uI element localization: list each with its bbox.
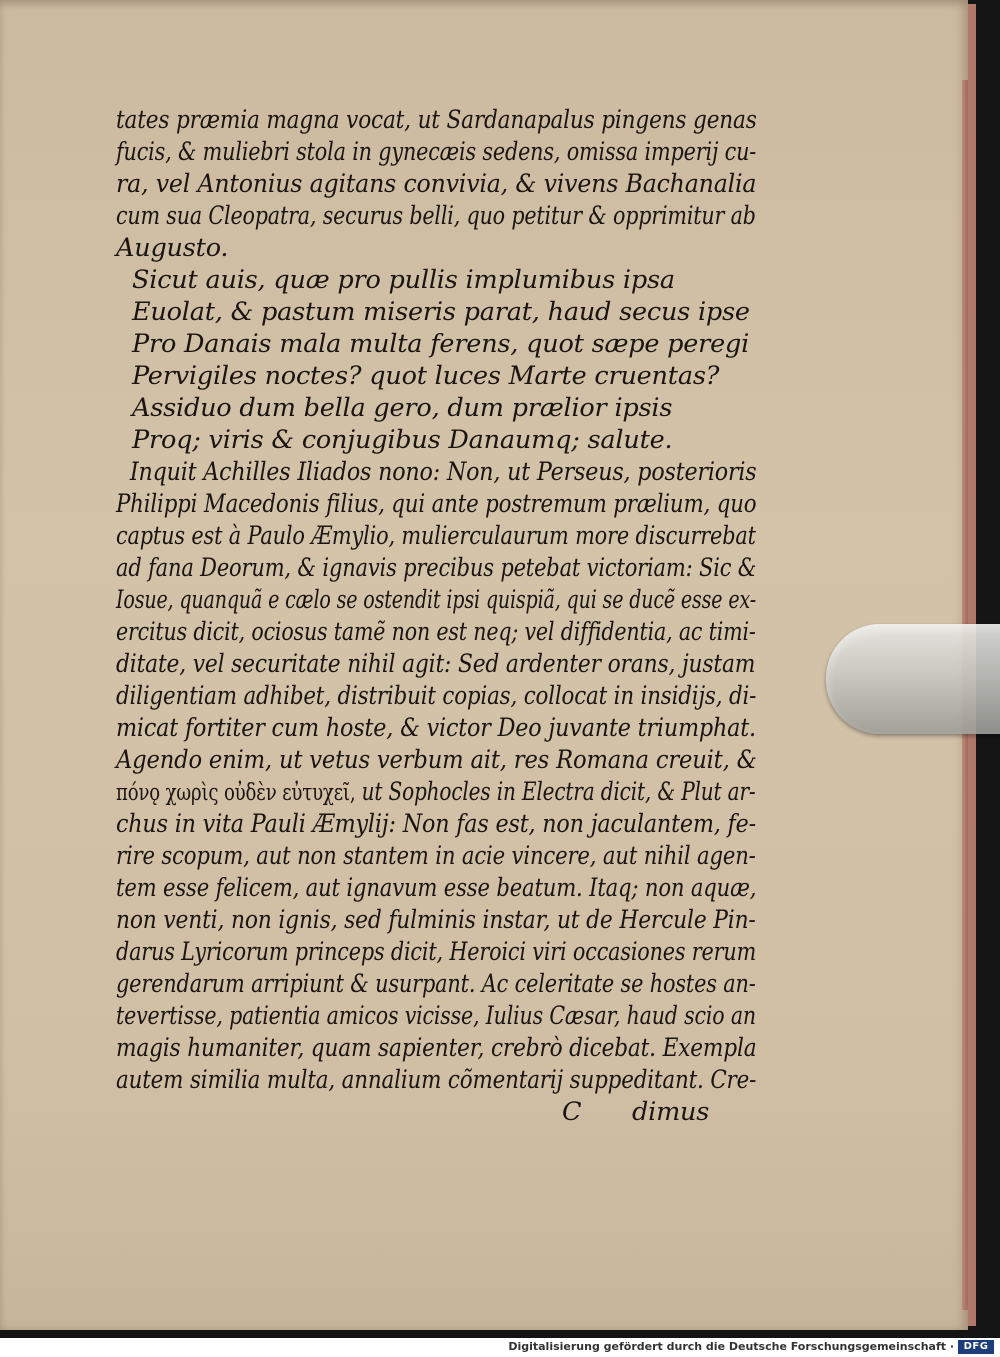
text-line: fucis, & muliebri stola in gynecæis sedens, omissa imperij cu- <box>116 137 757 167</box>
catchword: dimus <box>632 1097 710 1127</box>
text-line: micat fortiter cum hoste, & victor Deo juvante triumphat. <box>116 713 756 743</box>
verse-line: Pro Danais mala multa ferens, quot sæpe peregi <box>132 329 750 359</box>
text-line: Philippi Macedonis filius, qui ante postremum prælium, quo <box>116 489 757 519</box>
verse-line: Pervigiles noctes? quot luces Marte cruentas? <box>132 361 720 391</box>
footer-bar <box>0 1338 1000 1357</box>
greek-quote: πόνǫ χωρὶς οὐδὲν εὐτυχεῖ, <box>116 780 356 806</box>
text-line: ditate, vel securitate nihil agit: Sed ardenter orans, justam <box>116 649 756 679</box>
text-line: ercitus dicit, ociosus tamẽ non est neq; vel diffidentia, ac timi- <box>116 617 756 647</box>
text-line: Augusto. <box>116 233 229 263</box>
text-line: ra, vel Antonius agitans convivia, & vivens Bachanalia <box>116 169 757 199</box>
text-line: chus in vita Pauli Æmylij: Non fas est, non jaculantem, fe- <box>116 809 756 839</box>
verse-line: Proq; viris & conjugibus Danaumq; salute. <box>132 425 673 455</box>
text-line: diligentiam adhibet, distribuit copias, collocat in insidijs, di- <box>116 681 757 711</box>
signature-mark: C <box>562 1097 582 1127</box>
text-line: tates præmia magna vocat, ut Sardanapalus pingens genas <box>116 105 757 135</box>
greek-line <box>116 776 756 808</box>
paragraph-start: Inquit Achilles Iliados nono: Non, ut Perseus, posterioris <box>129 457 757 487</box>
page-clip <box>826 624 1000 734</box>
text-line: autem similia multa, annalium cõmentarij suppeditant. Cre- <box>116 1065 757 1095</box>
verse-line: Sicut auis, quæ pro pullis implumibus ipsa <box>132 265 675 295</box>
verse-line: Assiduo dum bella gero, dum prælior ipsis <box>132 393 673 423</box>
text-line: gerendarum arripiunt & usurpant. Ac celeritate se hostes an- <box>116 969 756 999</box>
verse-line: Euolat, & pastum miseris parat, haud secus ipse <box>132 297 750 327</box>
text-line: captus est à Paulo Æmylio, mulierculaurum more discurrebat <box>116 521 756 551</box>
text-line: magis humaniter, quam sapienter, crebrò dicebat. Exempla <box>116 1033 757 1063</box>
page-text <box>116 104 756 1128</box>
text-line: cum sua Cleopatra, securus belli, quo petitur & opprimitur ab <box>116 201 756 231</box>
text-line: non venti, non ignis, sed fulminis instar, ut de Hercule Pin- <box>116 905 756 935</box>
page-footer <box>116 1096 756 1128</box>
text-line: rire scopum, aut non stantem in acie vincere, aut nihil agen- <box>116 841 756 871</box>
text-line: ad fana Deorum, & ignavis precibus petebat victoriam: Sic & <box>116 553 757 583</box>
funding-credit: Digitalisierung gefördert durch die Deutsche Forschungsgemeinschaft · <box>508 1340 954 1353</box>
greek-line-rest: ut Sophocles in Electra dicit, & Plut ar- <box>355 777 756 807</box>
text-line: darus Lyricorum princeps dicit, Heroici viri occasiones rerum <box>116 937 757 967</box>
text-line: tevertisse, patientia amicos vicisse, Iulius Cæsar, haud scio an <box>116 1001 756 1031</box>
text-line: Iosue, quanquã e cælo se ostendit ipsi quispiã, qui se ducẽ esse ex- <box>116 585 757 615</box>
dfg-logo-icon: DFG <box>958 1340 994 1354</box>
text-line: Agendo enim, ut vetus verbum ait, res Romana creuit, & <box>116 745 757 775</box>
text-line: tem esse felicem, aut ignavum esse beatum. Itaq; non aquæ, <box>116 873 757 903</box>
